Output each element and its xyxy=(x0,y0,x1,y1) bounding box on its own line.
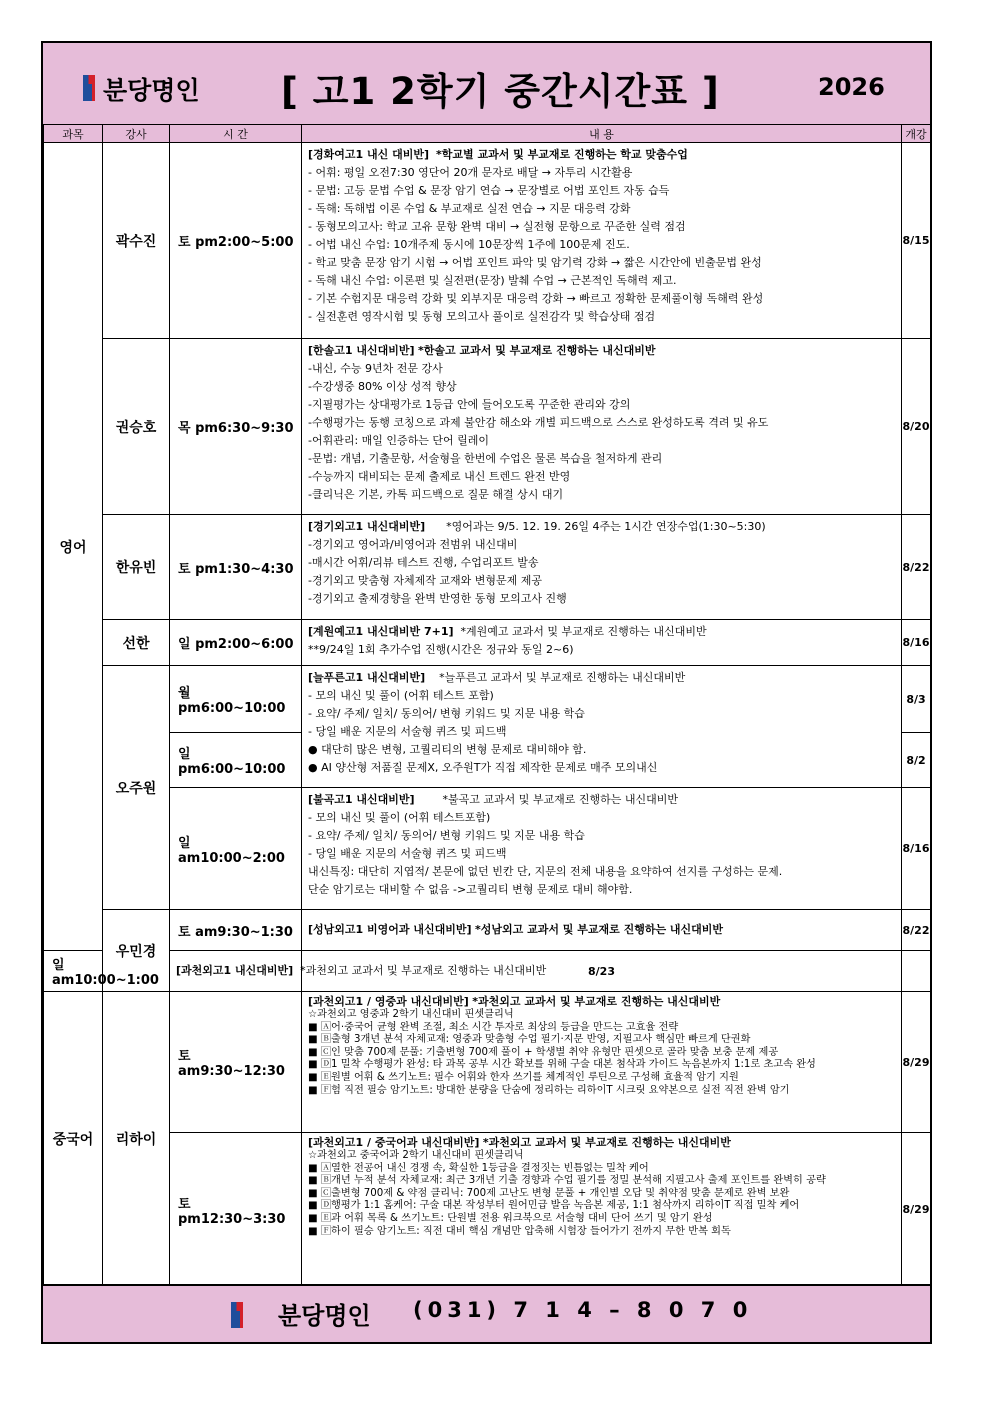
class-note: *불곡고 교과서 및 부교재로 진행하는 내신대비반 xyxy=(442,793,679,806)
teacher-name: 선한 xyxy=(103,620,170,666)
class-time: 토 pm2:00~5:00 xyxy=(170,143,302,339)
content-line: ■ 🄴과 어휘 목록 & 쓰기노트: 단원별 전용 워크북으로 서술형 대비 단어 쓰기 및 암기 완성 xyxy=(308,1212,713,1224)
class-time: 목 pm6:30~9:30 xyxy=(170,339,302,515)
content-line: ■ 🄱출형 3개년 분석 자체교재: 영중과 맞춤형 수업 필기·지문 반영, 지필고사 핵심만 빠르게 단권화 xyxy=(308,1034,751,1046)
table-header-row xyxy=(44,125,931,143)
content-line: -수행평가는 동행 코칭으로 과제 불안감 해소와 개별 피드백으로 스스로 완성하도록 격려 및 유도 xyxy=(308,416,769,429)
content-line: -경기외고 영어과/비영어과 전범위 내신대비 xyxy=(308,538,518,551)
content-line: - 요약/ 주제/ 일치/ 동의어/ 변형 키워드 및 지문 내용 학습 xyxy=(308,707,585,720)
column-header-time: 시 간 xyxy=(170,125,302,143)
page-header xyxy=(43,43,930,126)
content-line: ■ 🄰어·중국어 균형 완벽 조절, 최소 시간 투자로 최상의 등급을 만드는 고효율 전략 xyxy=(308,1021,679,1033)
class-title: [성남외고1 비영어과 내신대비반] xyxy=(308,923,472,936)
subject-chinese: 중국어 xyxy=(44,992,103,1287)
content-line: ● 대단히 많은 변형, 고퀄리티의 변형 문제로 대비해야 함. xyxy=(308,743,587,756)
content-line: - 어휘: 평일 오전7:30 영단어 20개 문자로 배달 → 자투리 시간활용 xyxy=(308,166,633,179)
start-date: 8/22 xyxy=(902,910,931,951)
content-line: ● AI 양산형 저품질 문제X, 오주원T가 직접 제작한 문제로 매주 모의내신 xyxy=(308,761,658,774)
class-title: [경화여고1 내신 대비반] xyxy=(308,148,430,161)
logo-icon xyxy=(83,75,95,101)
subject-english: 영어 xyxy=(44,143,103,951)
content-line: - 어법 내신 수업: 10개주제 동시에 10문장씩 1주에 100문제 진도. xyxy=(308,238,630,251)
class-title: [과천외고1 / 영중과 내신대비반] xyxy=(308,995,469,1008)
class-time: 일 am10:00~2:00 xyxy=(170,788,302,910)
page-title: [ 고1 2학기 중간시간표 ] xyxy=(281,70,720,113)
class-time: 일 pm6:00~10:00 xyxy=(170,733,302,788)
content-line: -수강생중 80% 이상 성적 향상 xyxy=(308,380,457,393)
teacher-name: 리하이 xyxy=(103,992,170,1287)
start-date: 8/3 xyxy=(902,666,931,733)
class-time: 토 pm1:30~4:30 xyxy=(170,515,302,620)
content-line: ☆과천외고 중국어과 2학기 내신대비 핀셋클리닉 xyxy=(308,1150,524,1161)
footer-brand-name: 분당명인 xyxy=(278,1302,371,1330)
table-row xyxy=(44,1133,931,1287)
content-line: - 독해: 독해법 이론 수업 & 부교재로 실전 연습 → 지문 대응력 강화 xyxy=(308,202,631,215)
content-line: - 동형모의고사: 학교 고유 문항 완벽 대비 → 실전형 문항으로 꾸준한 실력 점검 xyxy=(308,220,686,233)
teacher-name: 한유빈 xyxy=(103,515,170,620)
content-line: - 모의 내신 및 풀이 (어휘 테스트 포함) xyxy=(308,689,494,702)
class-note: *과천외고 교과서 및 부교재로 진행하는 내신대비반 xyxy=(300,964,547,977)
class-note: *늘푸른고 교과서 및 부교재로 진행하는 내신대비반 xyxy=(439,671,686,684)
content-line: -경기외고 맞춤형 자체제작 교재와 변형문제 제공 xyxy=(308,574,542,587)
class-time: 일 pm2:00~6:00 xyxy=(170,620,302,666)
class-title: [과천외고1 / 중국어과 내신대비반] xyxy=(308,1136,480,1149)
teacher-name: 곽수진 xyxy=(103,143,170,339)
table-row xyxy=(44,339,931,515)
content-line: - 모의 내신 및 풀이 (어휘 테스트포함) xyxy=(308,811,491,824)
start-date: 8/22 xyxy=(902,515,931,620)
table-row xyxy=(44,666,931,733)
class-content xyxy=(302,339,902,515)
content-line: ■ 🄵하이 필승 암기노트: 직전 대비 핵심 개념만 압축해 시험장 들어가기 전까지 무한 반복 회독 xyxy=(308,1225,731,1237)
content-line: - 문법: 고등 문법 수업 & 문장 암기 연습 → 문장별로 어법 포인트 자동 습득 xyxy=(308,184,670,197)
content-line: - 독해 내신 수업: 이론편 및 실전편(문장) 발췌 수업 → 근본적인 독해력 제고. xyxy=(308,274,677,287)
brand-name: 분당명인 xyxy=(103,76,200,105)
table-row xyxy=(44,788,931,910)
class-title: [경기외고1 내신대비반] xyxy=(308,520,426,533)
content-line: ■ 🄲인 맞춤 700제 문풀: 기출변형 700제 풀이 + 학생별 취약 유형만 핀셋으로 골라 맞춤 보충 문제 제공 xyxy=(308,1046,779,1058)
start-date: 8/20 xyxy=(902,339,931,515)
start-date: 8/16 xyxy=(902,788,931,910)
table-row xyxy=(44,910,931,951)
content-line: -수능까지 대비되는 문제 출제로 내신 트렌드 완전 반영 xyxy=(308,470,571,483)
content-line: 단순 암기로는 대비할 수 없음 ->고퀄리티 변형 문제로 대비 해야함. xyxy=(308,883,633,896)
content-line: -클리닉은 기본, 카톡 피드백으로 질문 해결 상시 대기 xyxy=(308,488,564,501)
teacher-name: 우민경 xyxy=(103,910,170,992)
column-header-subject: 과목 xyxy=(44,125,103,143)
column-header-teacher: 강사 xyxy=(103,125,170,143)
class-note: *과천외고 교과서 및 부교재로 진행하는 내신대비반 xyxy=(472,995,721,1008)
schedule-frame xyxy=(41,41,932,1344)
content-line: **9/24일 1회 추가수업 진행(시간은 정규와 동일 2~6) xyxy=(308,643,574,656)
column-header-start: 개강 xyxy=(902,125,931,143)
class-title: [과천외고1 내신대비반] xyxy=(176,964,294,977)
footer-phone: (031) 7 1 4 – 8 0 7 0 xyxy=(413,1298,753,1322)
class-content xyxy=(302,992,902,1133)
class-note: *과천외고 교과서 및 부교재로 진행하는 내신대비반 xyxy=(482,1136,731,1149)
table-row xyxy=(44,620,931,666)
start-date: 8/16 xyxy=(902,620,931,666)
table-row xyxy=(44,992,931,1133)
content-line: ■ 🄳1 밀착 수행평가 완성: 타 과목 공부 시간 확보를 위해 구술 대본 첨삭과 가이드 녹음본까지 1:1로 초고속 완성 xyxy=(308,1059,816,1071)
start-date: 8/29 xyxy=(902,1133,931,1287)
start-date: 8/2 xyxy=(902,733,931,788)
content-line: - 학교 맞춤 문장 암기 시험 → 어법 포인트 파악 및 암기력 강화 → 짧은 시간안에 빈출문법 완성 xyxy=(308,256,762,269)
schedule-table xyxy=(43,124,931,1287)
class-content xyxy=(302,1133,902,1287)
table-row xyxy=(44,515,931,620)
content-line: - 기본 수험지문 대응력 강화 및 외부지문 대응력 강화 → 빠르고 정확한 문제풀이형 독해력 완성 xyxy=(308,292,764,305)
page-footer xyxy=(43,1284,930,1342)
content-line: ■ 🄰열한 전공어 내신 경쟁 속, 확실한 1등급을 결정짓는 빈틈없는 밀착 케어 xyxy=(308,1162,649,1174)
teacher-name: 오주원 xyxy=(103,666,170,910)
content-line: -경기외고 출제경향을 완벽 반영한 동형 모의고사 진행 xyxy=(308,592,567,605)
content-line: ■ 🄳행평가 1:1 홈케어: 구술 대본 작성부터 원어민급 발음 녹음본 제공, 1:1 첨삭까지 리하이T 직접 밀착 케어 xyxy=(308,1200,800,1212)
class-note: *성남외고 교과서 및 부교재로 진행하는 내신대비반 xyxy=(475,923,724,936)
class-time: 토 am9:30~12:30 xyxy=(170,992,302,1133)
content-line: - 당일 배운 지문의 서술형 퀴즈 및 피드백 xyxy=(308,725,507,738)
start-date: 8/29 xyxy=(902,992,931,1133)
content-line: -매시간 어휘/리뷰 테스트 진행, 수업리포트 발송 xyxy=(308,556,539,569)
content-line: ■ 🄵험 직전 필승 암기노트: 방대한 분량을 단숨에 정리하는 리하이T 시크릿 요약본으로 실전 직전 완벽 암기 xyxy=(308,1084,790,1096)
class-content xyxy=(302,515,902,620)
year-label: 2026 xyxy=(818,73,885,101)
class-time: 월 pm6:00~10:00 xyxy=(170,666,302,733)
content-line: 내신특징: 대단히 지엽적/ 본문에 없던 빈칸 단, 지문의 전체 내용을 요약하여 선지를 구성하는 문제. xyxy=(308,865,783,878)
content-line: - 실전훈련 영작시험 및 동형 모의고사 풀이로 실전감각 및 학습상태 점검 xyxy=(308,310,656,323)
content-line: ■ 🄴원별 어휘 & 쓰기노트: 필수 어휘와 한자 쓰기를 체계적인 루틴으로 구성해 효율적 암기 지원 xyxy=(308,1071,739,1083)
class-content xyxy=(302,620,902,666)
class-content xyxy=(302,788,902,910)
class-content xyxy=(302,910,902,951)
class-time: 토 pm12:30~3:30 xyxy=(170,1133,302,1287)
class-title: [늘푸른고1 내신대비반] xyxy=(308,671,426,684)
class-content xyxy=(170,951,547,992)
class-note: *영어과는 9/5. 12. 19. 26일 4주는 1시간 연장수업(1:30~5:30) xyxy=(446,520,766,533)
class-time: 토 am9:30~1:30 xyxy=(170,910,302,951)
footer-logo-icon xyxy=(231,1302,243,1328)
class-note: *계원예고 교과서 및 부교재로 진행하는 내신대비반 xyxy=(460,625,707,638)
content-line: -어휘관리: 매일 인증하는 단어 릴레이 xyxy=(308,434,490,447)
class-content xyxy=(302,143,902,339)
content-line: - 요약/ 주제/ 일치/ 동의어/ 변형 키워드 및 지문 내용 학습 xyxy=(308,829,585,842)
teacher-name: 권승호 xyxy=(103,339,170,515)
class-content xyxy=(302,666,902,788)
content-line: -문법: 개념, 기출문항, 서술형을 한번에 수업은 물론 복습을 철저하게 관리 xyxy=(308,452,663,465)
start-date: 8/15 xyxy=(902,143,931,339)
table-row xyxy=(44,951,931,992)
content-line: ■ 🄲출변형 700제 & 약점 클리닉: 700제 고난도 변형 문풀 + 개인별 오답 및 취약점 맞춤 문제로 완벽 보완 xyxy=(308,1187,790,1199)
class-note: *학교별 교과서 및 부교재로 진행하는 학교 맞춤수업 xyxy=(436,148,688,161)
content-line: ☆과천외고 영중과 2학기 내신대비 핀셋클리닉 xyxy=(308,1009,514,1020)
column-header-content: 내 용 xyxy=(302,125,902,143)
class-title: [계원예고1 내신대비반 7+1] xyxy=(308,625,454,638)
class-time: 일 am10:00~1:00 xyxy=(44,951,103,992)
class-title: [한솔고1 내신대비반] xyxy=(308,344,415,357)
class-title: [불곡고1 내신대비반] xyxy=(308,793,415,806)
table-row xyxy=(44,143,931,339)
start-date: 8/23 xyxy=(302,951,902,992)
content-line: -지필평가는 상대평가로 1등급 안에 들어오도록 꾸준한 관리와 강의 xyxy=(308,398,631,411)
content-line: - 당일 배운 지문의 서술형 퀴즈 및 피드백 xyxy=(308,847,507,860)
content-line: -내신, 수능 9년차 전문 강사 xyxy=(308,362,443,375)
content-line: ■ 🄱개년 누적 분석 자체교재: 최근 3개년 기출 경향과 수업 필기를 정밀 분석해 지필고사 출제 포인트를 완벽히 공략 xyxy=(308,1175,826,1187)
class-note: *한솔고 교과서 및 부교재로 진행하는 내신대비반 xyxy=(418,344,656,357)
